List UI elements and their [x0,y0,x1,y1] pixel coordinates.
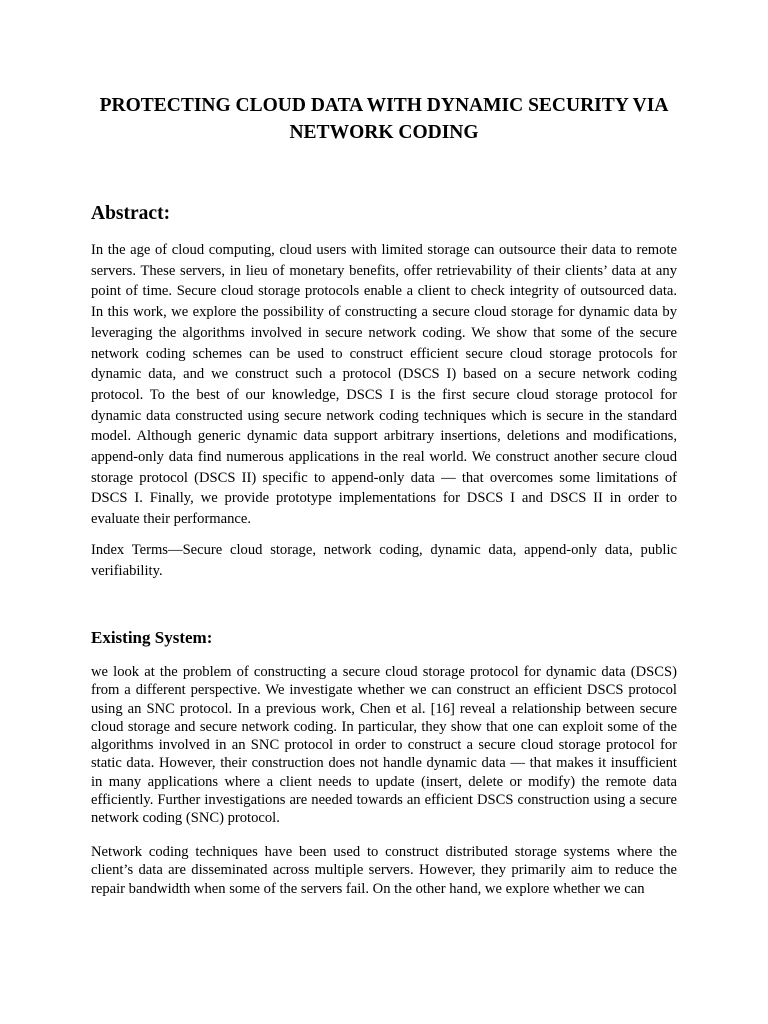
document-title: PROTECTING CLOUD DATA WITH DYNAMIC SECURITY VIA NETWORK CODING [99,95,669,143]
abstract-paragraph: In the age of cloud computing, cloud users with limited storage can outsource their data to remote servers. These servers, in lieu of monetary benefits, offer retrievability of their clients’ data at any point of time. Secure cloud storage protocols enable a client to check integrity of outsourced data. In this work, we explore the possibility of constructing a secure cloud storage for dynamic data by leveraging the algorithms involved in secure network coding. We show that some of the secure network coding schemes can be used to construct efficient secure cloud storage protocols for dynamic data, and we construct such a protocol (DSCS I) based on a secure network coding protocol. To the best of our knowledge, DSCS I is the first secure cloud storage protocol for dynamic data constructed using secure network coding techniques which is secure in the standard model. Although generic dynamic data support arbitrary insertions, deletions and modifications, append-only data find numerous applications in the real world. We construct another secure cloud storage protocol (DSCS II) specific to append-only data — that overcomes some limitations of DSCS I. Finally, we provide prototype implementations for DSCS I and DSCS II in order to evaluate their performance. [91,242,677,528]
existing-system-paragraph-2: Network coding techniques have been used to construct distributed storage systems where the client’s data are disseminated across multiple servers. However, they primarily aim to reduce the repair bandwidth when some of the servers fail. On the other hand, we explore whether we can [91,844,677,897]
index-terms-paragraph: Index Terms—Secure cloud storage, network coding, dynamic data, append-only data, public verifiability. [91,542,677,579]
abstract-heading: Abstract: [91,203,171,224]
existing-system-paragraph-1: we look at the problem of constructing a secure cloud storage protocol for dynamic data (DSCS) from a different perspective. We investigate whether we can construct an efficient DSCS protocol using an SNC protocol. In a previous work, Chen et al. [16] reveal a relationship between secure cloud storage and secure network coding. In particular, they show that one can exploit some of the algorithms involved in an SNC protocol in order to construct a secure cloud storage protocol for static data. However, their construction does not handle dynamic data — that makes it insufficient in many applications where a client needs to update (insert, delete or modify) the remote data efficiently. Further investigations are needed towards an efficient DSCS construction using a secure network coding (SNC) protocol. [91,664,677,827]
existing-system-heading: Existing System: [91,628,213,647]
